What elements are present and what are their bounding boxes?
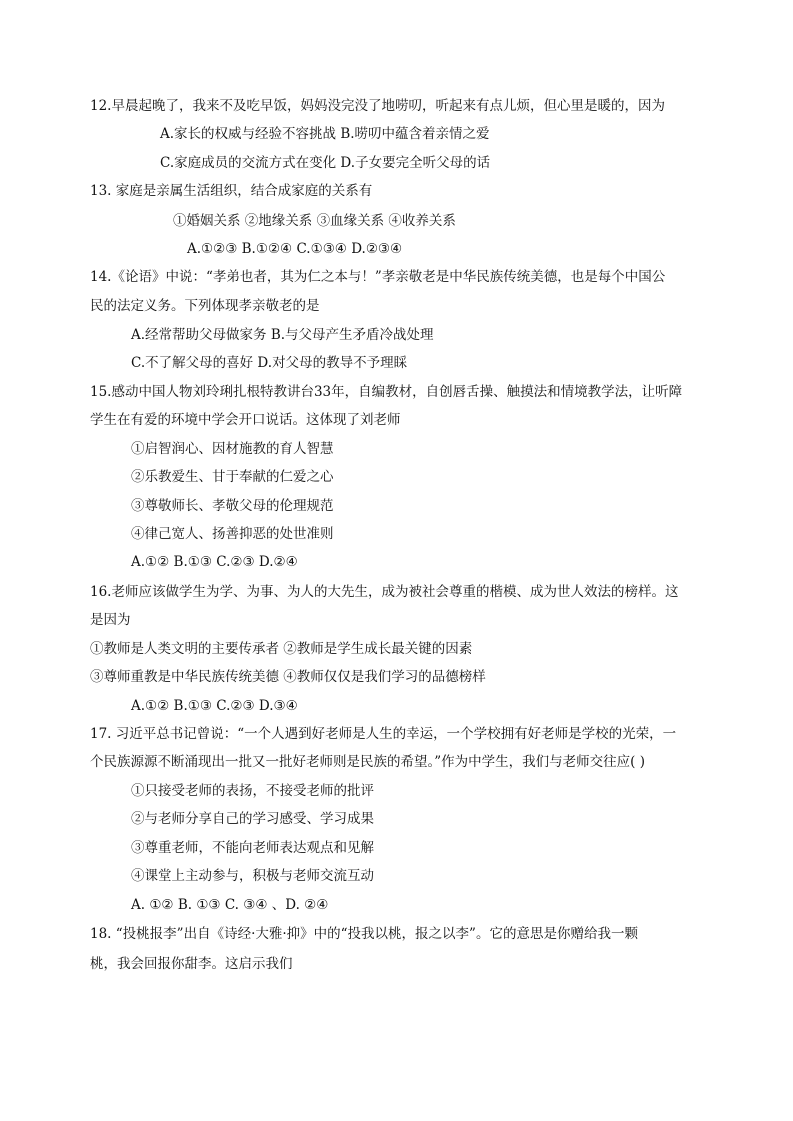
q15-item-2: ②乐教爱生、甘于奉献的仁爱之心 [131,469,334,485]
q18-stem-line2: 桃，我会回报你甜李。这启示我们 [90,956,293,972]
q15-options: A.①② B.①③ C.②③ D.②④ [131,554,298,570]
q16-stem-line1: 16.老师应该做学生为学、为事、为人的大先生，成为被社会尊重的楷模、成为世人效法的榜样。这 [90,584,679,600]
q13-items: ①婚姻关系 ②地缘关系 ③血缘关系 ④收养关系 [173,213,456,229]
q18-stem-line1: 18. “投桃报李”出自《诗经·大雅·抑》中的“投我以桃，报之以李”。它的意思是你赠给我一颗 [90,926,638,942]
q14-stem-line2: 民的法定义务。下列体现孝亲敬老的是 [90,298,320,314]
q15-item-3: ③尊敬师长、孝敬父母的伦理规范 [131,498,334,514]
q15-stem-line2: 学生在有爱的环境中学会开口说话。这体现了刘老师 [90,412,401,428]
q17-stem-line1: 17. 习近平总书记曾说：“一个人遇到好老师是人生的幸运，一个学校拥有好老师是学校的光荣，一 [90,726,677,742]
q17-item-2: ②与老师分享自己的学习感受、学习成果 [131,811,374,827]
q13-options: A.①②③ B.①②④ C.①③④ D.②③④ [187,241,403,257]
q17-item-3: ③尊重老师，不能向老师表达观点和见解 [131,840,374,856]
q14-options-ab: A.经常帮助父母做家务 B.与父母产生矛盾冷战处理 [131,327,434,343]
q14-stem-line1: 14.《论语》中说：“孝弟也者，其为仁之本与！”孝亲敬老是中华民族传统美德，也是每个中国公 [90,269,666,285]
q17-stem-line2: 个民族源源不断涌现出一批又一批好老师则是民族的希望。”作为中学生，我们与老师交往应( ) [90,754,645,770]
q16-items-line2: ③尊师重教是中华民族传统美德 ④教师仅仅是我们学习的品德榜样 [90,669,486,685]
q15-stem-line1: 15.感动中国人物刘玲琍扎根特教讲台33年，自编教材，自创唇舌操、触摸法和情境教学法，让听障 [90,384,683,400]
q13-stem: 13. 家庭是亲属生活组织，结合成家庭的关系有 [90,183,373,199]
q17-options: A. ①② B. ①③ C. ③④ 、D. ②④ [131,897,329,913]
q17-item-4: ④课堂上主动参与，积极与老师交流互动 [131,868,374,884]
q17-item-1: ①只接受老师的表扬，不接受老师的批评 [131,783,374,799]
q15-item-4: ④律己宽人、扬善抑恶的处世准则 [131,526,334,542]
q16-items-line1: ①教师是人类文明的主要传承者 ②教师是学生成长最关键的因素 [90,641,473,657]
q12-options-ab: A.家长的权威与经验不容挑战 B.唠叨中蕴含着亲情之爱 [160,126,490,142]
q16-stem-line2: 是因为 [90,612,131,628]
q12-stem: 12.早晨起晚了，我来不及吃早饭，妈妈没完没了地唠叨，听起来有点儿烦，但心里是暖的，因为 [90,98,665,114]
q14-options-cd: C.不了解父母的喜好 D.对父母的教导不予理睬 [131,355,408,371]
q12-options-cd: C.家庭成员的交流方式在变化 D.子女要完全听父母的话 [160,155,491,171]
q16-options: A.①② B.①③ C.②③ D.③④ [131,698,298,714]
q15-item-1: ①启智润心、因材施教的育人智慧 [131,441,334,457]
